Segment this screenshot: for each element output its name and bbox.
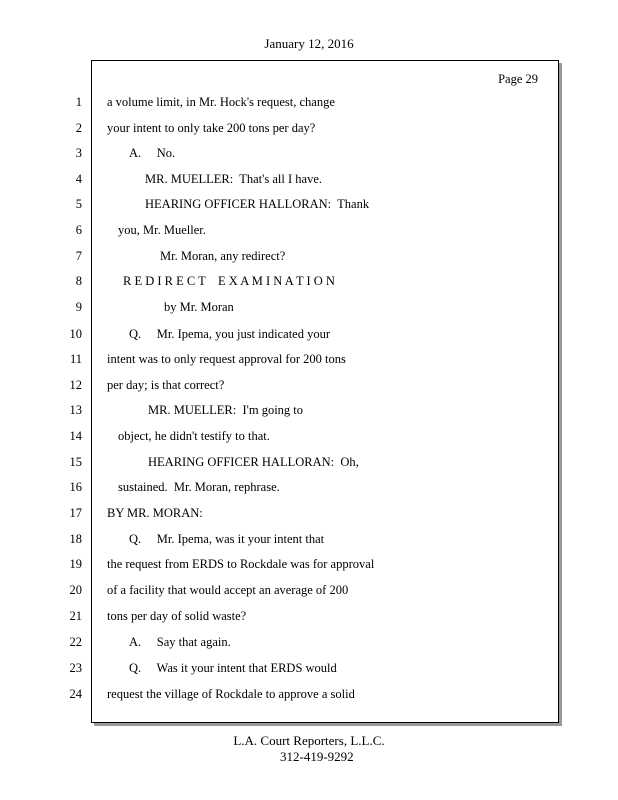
transcript-line: A. Say that again.: [129, 635, 231, 649]
transcript-line: Q. Mr. Ipema, was it your intent that: [129, 532, 325, 546]
line-number: 16: [69, 480, 82, 494]
transcript-line: by Mr. Moran: [164, 300, 234, 314]
line-number: 4: [75, 172, 82, 186]
transcript-line: BY MR. MORAN:: [107, 506, 203, 520]
transcript-line: HEARING OFFICER HALLORAN: Thank: [145, 197, 370, 211]
line-number: 8: [75, 274, 82, 288]
line-number: 6: [75, 223, 82, 237]
transcript-line: Q. Mr. Ipema, you just indicated your: [129, 327, 331, 341]
line-number: 19: [69, 557, 82, 571]
line-number: 11: [69, 352, 82, 366]
transcript-date: January 12, 2016: [264, 36, 354, 51]
line-number: 2: [75, 121, 82, 135]
transcript-line: HEARING OFFICER HALLORAN: Oh,: [148, 455, 359, 469]
page-number: Page 29: [498, 72, 538, 86]
transcript-line: you, Mr. Mueller.: [118, 223, 206, 237]
transcript-line: Q. Was it your intent that ERDS would: [129, 661, 337, 675]
line-number: 15: [69, 455, 82, 469]
line-number: 3: [75, 146, 82, 160]
transcript-line: of a facility that would accept an average of 200: [107, 583, 349, 597]
footer-company: L.A. Court Reporters, L.L.C.: [233, 733, 385, 748]
line-number: 10: [69, 327, 82, 341]
line-number: 7: [75, 249, 82, 263]
line-number: 9: [75, 300, 82, 314]
transcript-line: sustained. Mr. Moran, rephrase.: [118, 480, 280, 494]
transcript-line: R E D I R E C T E X A M I N A T I O N: [123, 274, 335, 288]
line-number: 12: [69, 378, 82, 392]
line-number: 20: [69, 583, 82, 597]
transcript-line: per day; is that correct?: [107, 378, 225, 392]
line-number: 14: [69, 429, 82, 443]
transcript-line: request the village of Rockdale to approve a solid: [107, 687, 355, 701]
footer-phone: 312-419-9292: [280, 749, 354, 764]
transcript-line: MR. MUELLER: I'm going to: [148, 403, 304, 417]
line-number: 18: [69, 532, 82, 546]
transcript-line: Mr. Moran, any redirect?: [160, 249, 286, 263]
line-number: 23: [69, 661, 82, 675]
line-number: 17: [69, 506, 82, 520]
line-number: 13: [69, 403, 82, 417]
line-number: 21: [69, 609, 82, 623]
transcript-line: your intent to only take 200 tons per day?: [107, 121, 316, 135]
transcript-line: intent was to only request approval for 200 tons: [107, 352, 346, 366]
transcript-line: A. No.: [129, 146, 176, 160]
transcript-line: tons per day of solid waste?: [107, 609, 247, 623]
line-number: 24: [69, 687, 82, 701]
transcript-line: object, he didn't testify to that.: [118, 429, 270, 443]
line-number: 5: [75, 197, 82, 211]
transcript-line: a volume limit, in Mr. Hock's request, change: [107, 95, 335, 109]
transcript-line: MR. MUELLER: That's all I have.: [145, 172, 322, 186]
line-number: 1: [75, 95, 82, 109]
line-number: 22: [69, 635, 82, 649]
transcript-line: the request from ERDS to Rockdale was for approval: [107, 557, 375, 571]
